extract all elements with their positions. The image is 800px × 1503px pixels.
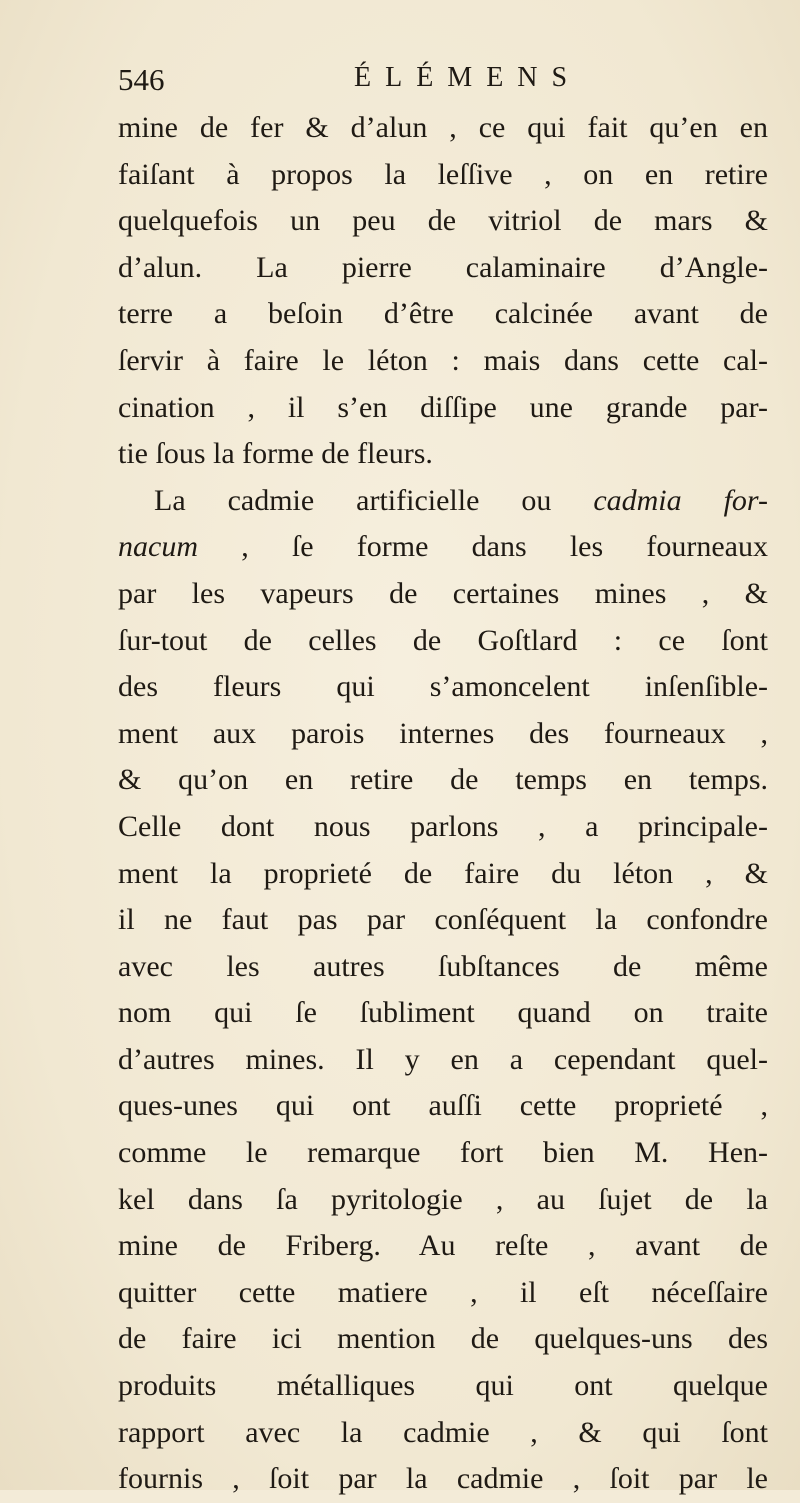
italic-term: cadmia for- bbox=[593, 483, 768, 517]
text-line: faiſant à propos la leſſive , on en retire bbox=[118, 157, 768, 191]
text-line: & qu’on en retire de temps en temps. bbox=[118, 763, 768, 797]
italic-term: nacum bbox=[118, 530, 198, 564]
text-fragment: , ſe forme dans les fourneaux bbox=[241, 530, 768, 564]
text-line: cination , il s’en diſſipe une grande par- bbox=[118, 390, 768, 424]
text-line: avec les autres ſubſtances de même bbox=[118, 949, 768, 983]
text-line: nom qui ſe ſubliment quand on traite bbox=[118, 996, 768, 1030]
text-line: terre a beſoin d’être calcinée avant de bbox=[118, 297, 768, 331]
text-line: quelquefois un peu de vitriol de mars & bbox=[118, 204, 768, 238]
text-line: rapport avec la cadmie , & qui ſont bbox=[118, 1415, 768, 1449]
running-header bbox=[118, 62, 678, 106]
text-line: de faire ici mention de quelques-uns des bbox=[118, 1322, 768, 1356]
text-line: fournis , ſoit par la cadmie , ſoit par le bbox=[118, 1462, 768, 1496]
text-line: mine de fer & d’alun , ce qui fait qu’en en bbox=[118, 111, 768, 144]
text-line-with-italic bbox=[118, 524, 768, 571]
text-line: ſervir à faire le léton : mais dans cette cal- bbox=[118, 343, 768, 377]
body-text bbox=[118, 105, 768, 1503]
text-line: comme le remarque fort bien M. Hen- bbox=[118, 1136, 768, 1170]
text-fragment: La cadmie artificielle ou bbox=[154, 483, 552, 517]
text-line: ment aux parois internes des fourneaux , bbox=[118, 716, 768, 750]
page-number: 546 bbox=[118, 62, 165, 97]
text-line: par les vapeurs de certaines mines , & bbox=[118, 576, 768, 610]
running-title: ÉLÉMENS bbox=[354, 62, 582, 93]
text-line: ment la proprieté de faire du léton , & bbox=[118, 856, 768, 890]
text-line: produits métalliques qui ont quelque bbox=[118, 1369, 768, 1403]
text-line: Celle dont nous parlons , a principale- bbox=[118, 809, 768, 843]
text-line: tie ſous la forme de fleurs. bbox=[118, 437, 433, 471]
text-line: il ne faut pas par conſéquent la confondre bbox=[118, 903, 768, 937]
text-line: mine de Friberg. Au reſte , avant de bbox=[118, 1229, 768, 1263]
text-line: ſur-tout de celles de Goſtlard : ce ſont bbox=[118, 623, 768, 657]
text-line: d’alun. La pierre calaminaire d’Angle- bbox=[118, 250, 768, 284]
text-line: ques-unes qui ont auſſi cette proprieté , bbox=[118, 1089, 768, 1123]
text-line: quitter cette matiere , il eſt néceſſaire bbox=[118, 1275, 768, 1309]
text-line-with-italic bbox=[118, 478, 768, 525]
text-line: kel dans ſa pyritologie , au ſujet de la bbox=[118, 1182, 768, 1216]
text-line: d’autres mines. Il y en a cependant quel- bbox=[118, 1042, 768, 1076]
text-line: des fleurs qui s’amoncelent inſenſible- bbox=[118, 670, 768, 704]
